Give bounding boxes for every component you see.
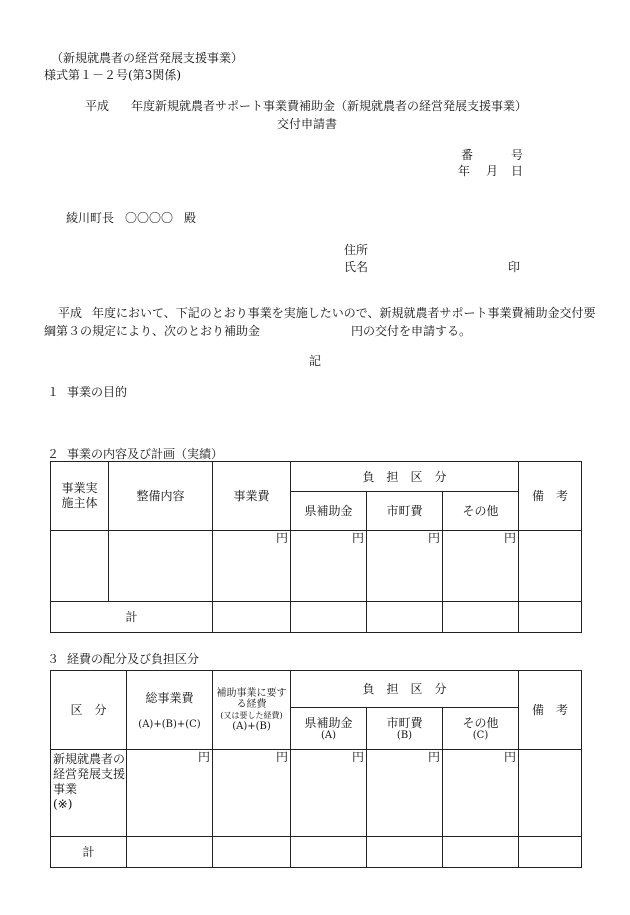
header-content: 整備内容 bbox=[109, 462, 213, 531]
section2-table bbox=[50, 461, 582, 633]
header-required-cost bbox=[213, 671, 291, 750]
body-line2-b: 円の交付を申請する。 bbox=[351, 324, 472, 338]
header-pref-subsidy: 県補助金 bbox=[291, 492, 367, 531]
program-name: （新規就農者の経営発展支援事業） bbox=[51, 51, 244, 65]
cell-total-cost[interactable]: 円 bbox=[127, 750, 213, 837]
header-pref-code: (A) bbox=[320, 730, 337, 741]
body-line1: 年度において、下記のとおり事業を実施したいので、新規就農者サポート事業費補助金交付要 bbox=[92, 306, 596, 320]
date-label-month: 月 bbox=[486, 164, 499, 178]
cell-pref[interactable]: 円 bbox=[291, 531, 367, 602]
header-implementer: 事業実施主体 bbox=[51, 462, 109, 531]
total-town[interactable] bbox=[367, 602, 443, 633]
header-cost: 事業費 bbox=[213, 462, 291, 531]
addressee-honorific: 殿 bbox=[184, 211, 197, 225]
number-label-go: 号 bbox=[511, 148, 524, 162]
cell-town[interactable]: 円 bbox=[367, 750, 443, 837]
section2-title: 事業の内容及び計画（実績） bbox=[67, 447, 224, 461]
header-other bbox=[443, 708, 519, 750]
seal-mark: 印 bbox=[508, 260, 521, 274]
cell-town[interactable]: 円 bbox=[367, 531, 443, 602]
total-label: 計 bbox=[51, 837, 127, 868]
date-label-day: 日 bbox=[511, 164, 524, 178]
cell-remarks[interactable] bbox=[519, 531, 582, 602]
section1-title: 事業の目的 bbox=[67, 385, 128, 399]
total-label: 計 bbox=[51, 602, 213, 633]
header-remarks: 備 考 bbox=[519, 671, 582, 750]
applicant-address-label: 住所 bbox=[344, 243, 369, 257]
section2-number: ２ bbox=[47, 447, 60, 461]
header-total-cost-label: 総事業費 bbox=[145, 690, 194, 705]
total-total-cost[interactable] bbox=[127, 837, 213, 868]
cell-pref[interactable]: 円 bbox=[291, 750, 367, 837]
header-pref-subsidy bbox=[291, 708, 367, 750]
form-number: 様式第１－２号(第3関係) bbox=[44, 68, 181, 82]
header-required-line2: る経費 bbox=[236, 699, 267, 710]
section3-title: 経費の配分及び負担区分 bbox=[67, 652, 200, 666]
header-category: 区 分 bbox=[51, 671, 127, 750]
header-burden: 負 担 区 分 bbox=[291, 671, 519, 708]
cell-implementer[interactable] bbox=[51, 531, 109, 602]
header-town-cost bbox=[367, 708, 443, 750]
cell-remarks[interactable] bbox=[519, 750, 582, 837]
number-label-ban: 番 bbox=[461, 148, 474, 162]
section3-table bbox=[50, 670, 582, 868]
cell-other[interactable]: 円 bbox=[443, 750, 519, 837]
header-other: その他 bbox=[443, 492, 519, 531]
header-town-label: 市町費 bbox=[386, 716, 423, 730]
total-other[interactable] bbox=[443, 602, 519, 633]
body-era: 平成 bbox=[58, 306, 83, 320]
section3-number: ３ bbox=[47, 652, 60, 666]
header-remarks: 備 考 bbox=[519, 462, 582, 531]
applicant-name-label: 氏名 bbox=[344, 260, 369, 274]
title-line1: 年度新規就農者サポート事業費補助金（新規就農者の経営発展支援事業） bbox=[131, 99, 528, 113]
header-total-cost-formula: (A)+(B)+(C) bbox=[138, 718, 201, 730]
row-label: 新規就農者の経営発展支援事業 bbox=[53, 752, 126, 796]
header-required-note: (又は要した経費) bbox=[220, 711, 283, 720]
row-note: (※) bbox=[53, 797, 73, 811]
cell-content[interactable] bbox=[109, 531, 213, 602]
header-other-label: その他 bbox=[462, 716, 499, 730]
header-total-cost bbox=[127, 671, 213, 750]
total-cost[interactable] bbox=[213, 602, 291, 633]
header-required-formula: (A)+(B) bbox=[232, 721, 271, 732]
total-pref[interactable] bbox=[291, 837, 367, 868]
total-pref[interactable] bbox=[291, 602, 367, 633]
header-other-code: (C) bbox=[472, 730, 489, 741]
row-label-cell bbox=[51, 750, 127, 837]
addressee-mayor: 綾川町長 bbox=[66, 211, 115, 225]
title-line2: 交付申請書 bbox=[277, 117, 338, 131]
header-burden: 負 担 区 分 bbox=[291, 462, 519, 492]
addressee-name: 〇〇〇〇 bbox=[125, 211, 174, 225]
header-pref-label: 県補助金 bbox=[304, 716, 353, 730]
ki-mark: 記 bbox=[309, 354, 322, 368]
cell-other[interactable]: 円 bbox=[443, 531, 519, 602]
header-town-cost: 市町費 bbox=[367, 492, 443, 531]
total-remarks[interactable] bbox=[519, 602, 582, 633]
title-era: 平成 bbox=[85, 99, 110, 113]
total-other[interactable] bbox=[443, 837, 519, 868]
cell-required-cost[interactable]: 円 bbox=[213, 750, 291, 837]
total-town[interactable] bbox=[367, 837, 443, 868]
total-required-cost[interactable] bbox=[213, 837, 291, 868]
cell-cost[interactable]: 円 bbox=[213, 531, 291, 602]
header-required-line1: 補助事業に要す bbox=[216, 688, 287, 699]
body-line2-a: 綱第３の規定により、次のとおり補助金 bbox=[44, 324, 261, 338]
section1-number: １ bbox=[47, 385, 60, 399]
header-town-code: (B) bbox=[396, 730, 413, 741]
date-label-year: 年 bbox=[458, 164, 471, 178]
total-remarks[interactable] bbox=[519, 837, 582, 868]
